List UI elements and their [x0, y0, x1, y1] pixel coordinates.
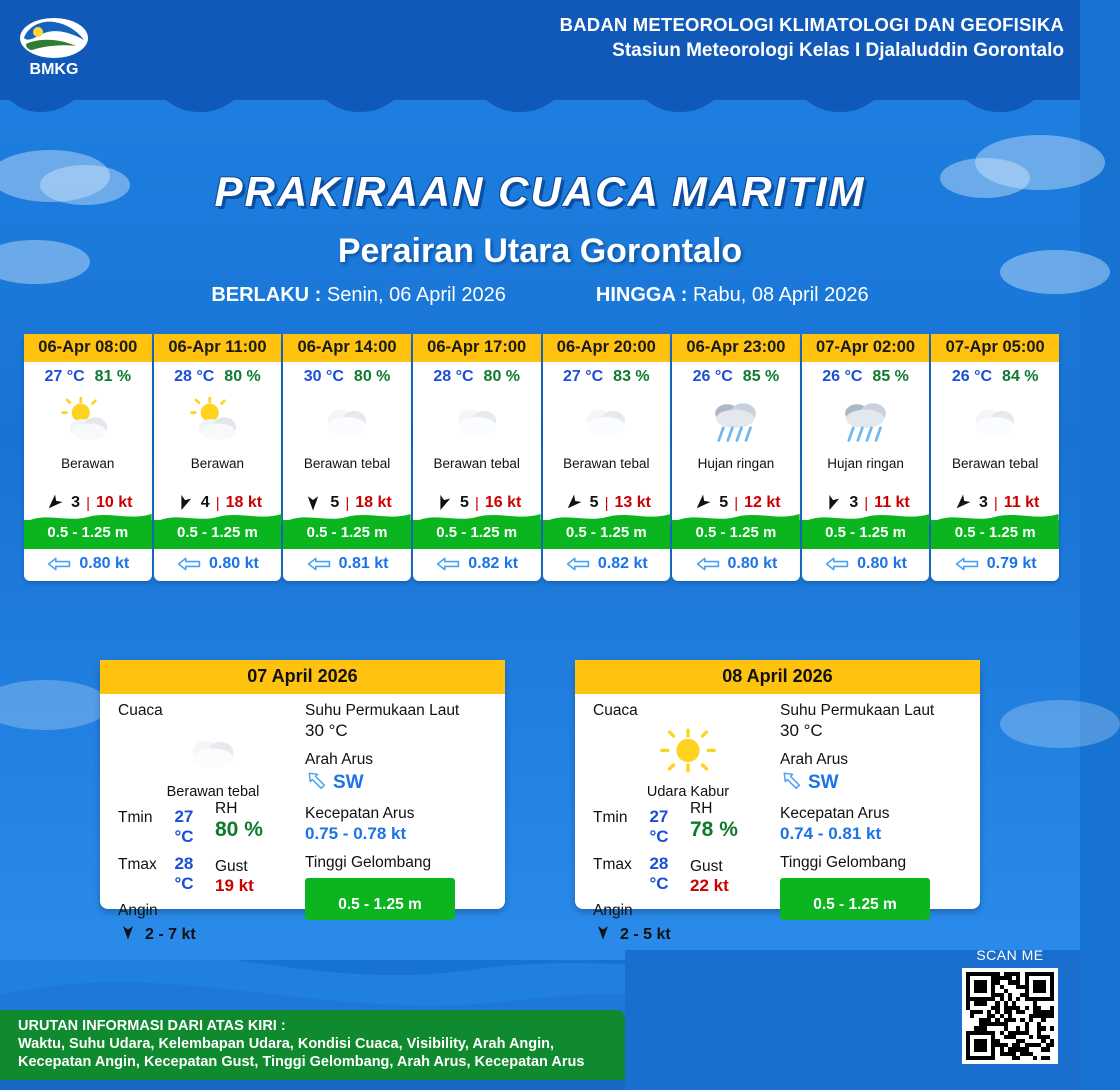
- card-temperature: 26 °C: [951, 368, 993, 385]
- current-speed-value: 0.81 kt: [338, 555, 389, 572]
- card-humidity: 85 %: [872, 368, 909, 385]
- daily-current-speed-label: Kecepatan Arus: [780, 805, 890, 822]
- daily-sst-label: Suhu Permukaan Laut: [305, 702, 460, 719]
- card-temp-rh: [24, 362, 152, 388]
- card-condition: Berawan tebal: [303, 456, 391, 471]
- daily-wind-row: [593, 924, 686, 946]
- card-temp-rh: [543, 362, 671, 388]
- wind-visibility-value: 5: [719, 494, 729, 511]
- daily-wave-value: 0.5 - 1.25 m: [813, 896, 897, 913]
- daily-date: 07 April 2026: [100, 660, 505, 694]
- daily-rh-value: 80 %: [215, 818, 263, 841]
- daily-forecast-panel: [100, 660, 505, 943]
- daily-forecast-panels: [0, 660, 1080, 943]
- page-header: [0, 8, 1080, 78]
- card-humidity: 83 %: [613, 368, 650, 385]
- card-wave-height: [283, 520, 411, 549]
- daily-sst-value: 30 °C: [780, 721, 823, 740]
- card-humidity: 85 %: [742, 368, 780, 385]
- card-temperature: 26 °C: [822, 368, 863, 385]
- card-current: [283, 549, 411, 581]
- wind-visibility-value: 5: [330, 494, 340, 511]
- daily-rh-label: RH: [690, 800, 713, 817]
- footer-legend-line-1: Waktu, Suhu Udara, Kelembapan Udara, Kondisi Cuaca, Visibility, Arah Angin,: [18, 1036, 555, 1052]
- partly-cloudy-icon: [24, 388, 152, 454]
- daily-tmax-row: [118, 854, 211, 894]
- daily-gust-label: Gust: [690, 858, 723, 875]
- wind-visibility-value: 3: [849, 494, 859, 511]
- daily-current-speed-label: Kecepatan Arus: [305, 805, 415, 822]
- card-condition: Berawan tebal: [952, 456, 1039, 471]
- wind-visibility-value: 5: [460, 494, 469, 511]
- wind-speed-value: 11 kt: [1003, 494, 1040, 511]
- validity-from: [211, 284, 506, 307]
- footer-legend-title: URUTAN INFORMASI DARI ATAS KIRI :: [18, 1018, 286, 1034]
- daily-forecast-panel: [575, 660, 980, 943]
- card-wave-height: [24, 520, 152, 549]
- daily-rh-value: 78 %: [690, 818, 738, 841]
- wind-visibility-value: 3: [71, 494, 81, 511]
- daily-condition: Berawan tebal: [166, 784, 260, 800]
- current-speed-value: 0.80 kt: [79, 555, 130, 572]
- daily-current-dir-label: Arah Arus: [780, 751, 849, 768]
- daily-wave-value: 0.5 - 1.25 m: [338, 896, 422, 913]
- card-temperature: 26 °C: [692, 368, 733, 385]
- validity-from-label: BERLAKU :: [211, 284, 322, 306]
- daily-gust-label: Gust: [215, 858, 248, 875]
- daily-sst-value: 30 °C: [305, 721, 348, 740]
- cloudy-icon: [931, 388, 1059, 454]
- card-condition: Berawan tebal: [563, 456, 650, 471]
- footer-legend-line-2: Kecepatan Angin, Kecepatan Gust, Tinggi Gelombang, Arah Arus, Kecepatan Arus: [18, 1054, 585, 1070]
- card-time: 07-Apr 02:00: [802, 334, 930, 362]
- station-name: Stasiun Meteorologi Kelas I Djalaluddin Gorontalo: [612, 40, 1064, 61]
- daily-gust-value: 22 kt: [690, 876, 729, 895]
- card-current: [154, 549, 282, 581]
- card-wave-height: [802, 520, 930, 549]
- hourly-forecast-card: [672, 334, 800, 581]
- page-subtitle: Perairan Utara Gorontalo: [337, 232, 743, 270]
- validity-period: [0, 284, 1080, 307]
- card-time: 06-Apr 14:00: [283, 334, 411, 362]
- page-title: PRAKIRAAN CUACA MARITIM: [214, 168, 866, 215]
- daily-current-dir-value: SW: [808, 771, 839, 793]
- daily-tmin-row: [118, 807, 211, 847]
- wave-height-value: 0.5 - 1.25 m: [565, 524, 647, 541]
- separator: |: [734, 494, 739, 512]
- wind-visibility-value: 3: [978, 494, 988, 511]
- footer-legend: [18, 1018, 584, 1070]
- card-condition: Hujan ringan: [827, 456, 904, 471]
- current-speed-value: 0.82 kt: [597, 555, 648, 572]
- card-temp-rh: [802, 362, 930, 388]
- daily-wave-box: [305, 878, 455, 920]
- daily-wave-box: [780, 878, 930, 920]
- daily-current-dir-row: [780, 770, 970, 795]
- card-current: [802, 549, 930, 581]
- current-speed-value: 0.80 kt: [857, 555, 907, 572]
- wave-height-value: 0.5 - 1.25 m: [695, 524, 777, 541]
- current-direction-arrow-icon: [780, 770, 802, 795]
- agency-name: BADAN METEOROLOGI KLIMATOLOGI DAN GEOFISIKA: [559, 14, 1064, 35]
- cloudy-icon: [283, 388, 411, 454]
- card-humidity: 81 %: [94, 368, 132, 385]
- card-wave-height: [672, 520, 800, 549]
- daily-wind-label: Angin: [118, 902, 158, 919]
- card-current: [24, 549, 152, 581]
- wave-height-value: 0.5 - 1.25 m: [176, 524, 258, 541]
- scan-me-label: SCAN ME: [976, 947, 1044, 963]
- daily-gust-value: 19 kt: [215, 876, 254, 895]
- wind-speed-value: 11 kt: [874, 494, 910, 511]
- cloudy-icon: [118, 722, 308, 782]
- separator: |: [604, 494, 609, 512]
- current-direction-arrow-icon: [46, 556, 72, 572]
- card-time: 06-Apr 08:00: [24, 334, 152, 362]
- card-time: 06-Apr 23:00: [672, 334, 800, 362]
- current-direction-arrow-icon: [435, 556, 461, 572]
- separator: |: [215, 494, 220, 512]
- card-temperature: 28 °C: [433, 368, 474, 385]
- wind-speed-value: 16 kt: [484, 494, 522, 511]
- card-temp-rh: [672, 362, 800, 388]
- hourly-forecast-card: [283, 334, 411, 581]
- daily-tmin-label: Tmin: [593, 809, 628, 826]
- validity-to: [596, 284, 869, 307]
- card-wave-height: [413, 520, 541, 549]
- card-condition: Berawan tebal: [433, 456, 520, 471]
- card-humidity: 80 %: [353, 368, 391, 385]
- current-direction-arrow-icon: [695, 556, 721, 572]
- wind-direction-arrow-icon: [118, 924, 138, 946]
- wave-height-value: 0.5 - 1.25 m: [825, 524, 906, 541]
- validity-from-value: Senin, 06 April 2026: [326, 284, 506, 306]
- current-direction-arrow-icon: [954, 556, 980, 572]
- wave-height-value: 0.5 - 1.25 m: [306, 524, 388, 541]
- current-speed-value: 0.80 kt: [209, 555, 259, 572]
- daily-sst-label: Suhu Permukaan Laut: [780, 702, 935, 719]
- card-time: 06-Apr 17:00: [413, 334, 541, 362]
- wave-height-value: 0.5 - 1.25 m: [954, 524, 1036, 541]
- header-text: [560, 14, 1064, 62]
- wave-height-value: 0.5 - 1.25 m: [47, 524, 129, 541]
- card-condition: Berawan: [190, 456, 245, 471]
- daily-date: 08 April 2026: [575, 660, 980, 694]
- card-temperature: 27 °C: [44, 368, 85, 385]
- daily-tmax-row: [593, 854, 686, 894]
- partly-cloudy-icon: [154, 388, 282, 454]
- svg-text:BMKG: BMKG: [29, 61, 79, 78]
- current-direction-arrow-icon: [306, 556, 332, 572]
- card-current: [931, 549, 1059, 581]
- daily-current-speed-value: 0.75 - 0.78 kt: [305, 824, 407, 843]
- current-direction-arrow-icon: [176, 556, 202, 572]
- wind-visibility-value: 4: [200, 494, 210, 511]
- daily-current-dir-label: Arah Arus: [305, 751, 374, 768]
- current-speed-value: 0.82 kt: [468, 555, 519, 572]
- current-direction-arrow-icon: [824, 556, 850, 572]
- daily-weather-label: Cuaca: [593, 702, 638, 719]
- daily-wind-value: 2 - 7 kt: [145, 926, 196, 943]
- daily-tmin-label: Tmin: [118, 809, 153, 826]
- validity-to-label: HINGGA :: [595, 284, 688, 306]
- hourly-forecast-card: [931, 334, 1059, 581]
- card-time: 06-Apr 20:00: [543, 334, 671, 362]
- card-condition: Berawan: [61, 456, 115, 471]
- validity-to-value: Rabu, 08 April 2026: [692, 284, 869, 306]
- card-temperature: 28 °C: [174, 368, 215, 385]
- card-temperature: 30 °C: [303, 368, 344, 385]
- card-wave-height: [931, 520, 1059, 549]
- daily-tmax-label: Tmax: [593, 856, 632, 873]
- daily-wind-value: 2 - 5 kt: [620, 926, 671, 943]
- current-direction-arrow-icon: [305, 770, 327, 795]
- qr-code[interactable]: [962, 968, 1058, 1064]
- card-time: 06-Apr 11:00: [154, 334, 282, 362]
- scan-me-block[interactable]: [962, 947, 1058, 1064]
- wind-speed-value: 18 kt: [355, 494, 392, 511]
- card-wave-height: [154, 520, 282, 549]
- card-temperature: 27 °C: [562, 368, 604, 385]
- rain-icon: [802, 388, 930, 454]
- current-speed-value: 0.79 kt: [986, 555, 1037, 572]
- wind-visibility-value: 5: [589, 494, 599, 511]
- daily-wind-label: Angin: [593, 902, 633, 919]
- daily-tmax-label: Tmax: [118, 856, 157, 873]
- card-temp-rh: [283, 362, 411, 388]
- daily-wave-label: Tinggi Gelombang: [780, 854, 907, 871]
- daily-current-dir-row: [305, 770, 495, 795]
- hourly-forecast-card: [154, 334, 282, 581]
- card-humidity: 80 %: [224, 368, 261, 385]
- current-direction-arrow-icon: [565, 556, 591, 572]
- cloudy-icon: [543, 388, 671, 454]
- separator: |: [993, 494, 998, 512]
- card-current: [413, 549, 541, 581]
- daily-tmax-value: 28 °C: [649, 854, 669, 893]
- daily-wind-row: [118, 924, 211, 946]
- card-current: [672, 549, 800, 581]
- card-time: 07-Apr 05:00: [931, 334, 1059, 362]
- card-temp-rh: [413, 362, 541, 388]
- daily-tmin-value: 27 °C: [649, 807, 669, 846]
- wave-height-value: 0.5 - 1.25 m: [436, 524, 518, 541]
- card-humidity: 80 %: [483, 368, 521, 385]
- daily-tmin-value: 27 °C: [174, 807, 194, 846]
- daily-wave-label: Tinggi Gelombang: [305, 854, 432, 871]
- wind-direction-arrow-icon: [593, 924, 613, 946]
- card-condition: Hujan ringan: [697, 456, 775, 471]
- daily-weather-label: Cuaca: [118, 702, 163, 719]
- daily-current-dir-value: SW: [333, 771, 364, 793]
- card-temp-rh: [931, 362, 1059, 388]
- wind-speed-value: 12 kt: [744, 494, 781, 511]
- card-temp-rh: [154, 362, 282, 388]
- hourly-forecast-card: [24, 334, 152, 581]
- daily-tmax-value: 28 °C: [174, 854, 194, 893]
- daily-rh-label: RH: [215, 800, 238, 817]
- separator: |: [345, 494, 350, 512]
- separator: |: [864, 494, 869, 512]
- cloudy-icon: [413, 388, 541, 454]
- daily-tmin-row: [593, 807, 686, 847]
- wind-speed-value: 18 kt: [225, 494, 263, 511]
- hourly-forecast-cards: [24, 334, 1060, 581]
- hourly-forecast-card: [543, 334, 671, 581]
- card-current: [543, 549, 671, 581]
- bmkg-logo: [14, 12, 94, 84]
- haze-sun-icon: [593, 722, 783, 782]
- current-speed-value: 0.80 kt: [727, 555, 778, 572]
- hourly-forecast-card: [413, 334, 541, 581]
- separator: |: [86, 494, 90, 512]
- rain-icon: [672, 388, 800, 454]
- card-wave-height: [543, 520, 671, 549]
- daily-current-speed-value: 0.74 - 0.81 kt: [780, 824, 882, 843]
- hourly-forecast-card: [802, 334, 930, 581]
- separator: |: [474, 494, 479, 512]
- daily-condition: Udara Kabur: [646, 784, 730, 800]
- wind-speed-value: 10 kt: [95, 494, 133, 511]
- wind-speed-value: 13 kt: [614, 494, 651, 511]
- card-humidity: 84 %: [1002, 368, 1039, 385]
